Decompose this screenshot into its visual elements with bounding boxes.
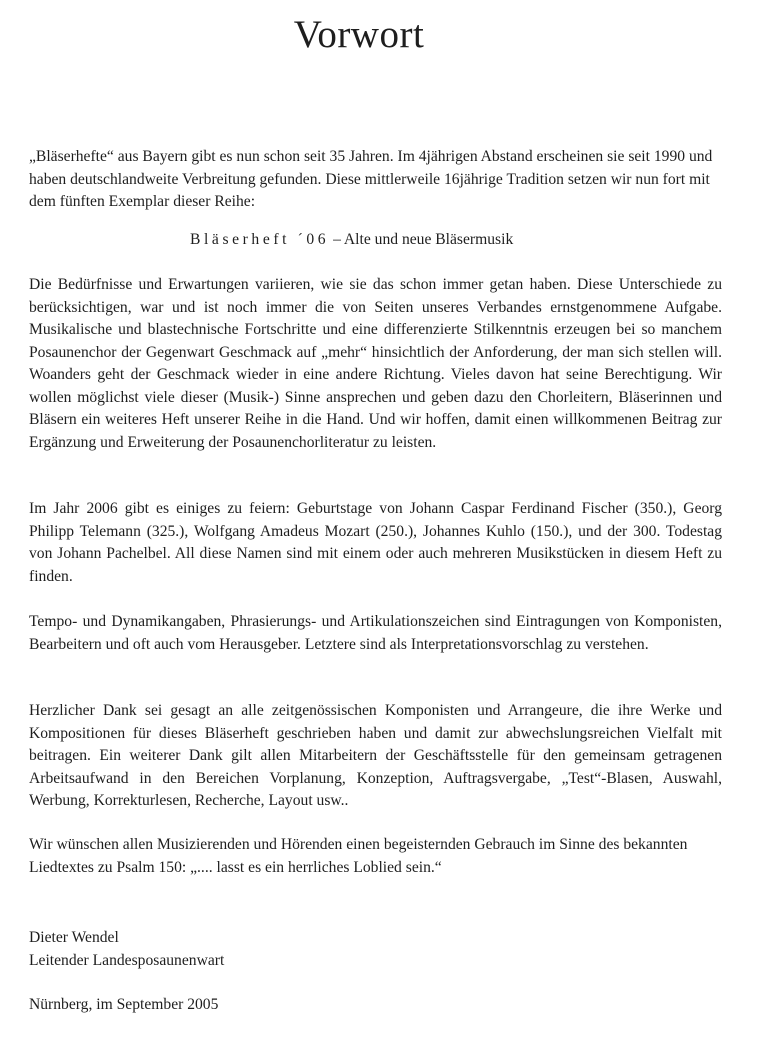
signature-role: Leitender Landesposaunenwart	[29, 951, 225, 969]
edition-name: Bläserheft ´06	[190, 231, 330, 248]
paragraph-markings: Tempo- und Dynamikangaben, Phrasierungs- und Artikulationszeichen sind Eintragungen von Komponisten, Bearbeitern und oft auch vom Herausgeber. Letztere sind als Interpretationsvorschlag zu verstehen.	[29, 613, 722, 653]
page-title: Vorwort	[293, 13, 425, 56]
intro-paragraph: „Bläserhefte“ aus Bayern gibt es nun schon seit 35 Jahren. Im 4jährigen Abstand erscheinen sie seit 1990 und haben deutschlandweite Verbreitung gefunden. Diese mittlerweile 16jährige Tradition setzen wir nun fort mit dem fünften Exemplar dieser Reihe:	[29, 148, 713, 210]
signature-block	[29, 927, 722, 972]
edition-subtitle	[190, 231, 660, 249]
signature-name: Dieter Wendel	[29, 929, 119, 946]
place-date: Nürnberg, im September 2005	[29, 996, 219, 1013]
edition-tagline: – Alte und neue Bläsermusik	[329, 231, 514, 248]
paragraph-needs: Die Bedürfnisse und Erwartungen variieren, wie sie das schon immer getan haben. Diese Unterschiede zu berücksichtigen, war und ist noch immer die von Seiten unseres Verbandes ernstgenommene Aufgabe. Musikalische und blastechnische Fortschritte und eine differenzierte Stilkenntnis erzeugen bei so manchem Posaunenchor der Gegenwart Geschmack auf „mehr“ hinsichtlich der Anforderung, der man sich stellen will. Woanders geht der Geschmack wieder in eine andere Richtung. Vieles davon hat seine Berechtigung. Wir wollen möglichst viele dieser (Musik-) Sinne ansprechen und geben dazu den Chorleitern, Bläserinnen und Bläsern ein weiteres Heft unserer Reihe in die Hand. Und wir hoffen, damit einen willkommenen Beitrag zur Ergänzung und Erweiterung der Posaunenchorliteratur zu leisten.	[29, 276, 722, 451]
paragraph-anniversaries: Im Jahr 2006 gibt es einiges zu feiern: Geburtstage von Johann Caspar Ferdinand Fischer (350.), Georg Philipp Telemann (325.), Wolfgang Amadeus Mozart (250.), Johannes Kuhlo (150.), und der 300. Todestag von Johann Pachelbel. All diese Namen sind mit einem oder auch mehreren Musikstücken in diesem Heft zu finden.	[29, 500, 722, 585]
paragraph-thanks: Herzlicher Dank sei gesagt an alle zeitgenössischen Komponisten und Arrangeure, die ihre Werke und Kompositionen für dieses Bläserheft geschrieben haben und damit zur abwechslungsreichen Vielfalt mit beitragen. Ein weiterer Dank gilt allen Mitarbeitern der Geschäftsstelle für den gemeinsam getragenen Arbeitsaufwand in den Bereichen Vorplanung, Konzeption, Auftragsvergabe, „Test“-Blasen, Auswahl, Werbung, Korrekturlesen, Recherche, Layout usw..	[29, 702, 722, 809]
paragraph-wishes: Wir wünschen allen Musizierenden und Hörenden einen begeisternden Gebrauch im Sinne des bekannten Liedtextes zu Psalm 150: „.... lasst es ein herrliches Loblied sein.“	[29, 836, 688, 876]
